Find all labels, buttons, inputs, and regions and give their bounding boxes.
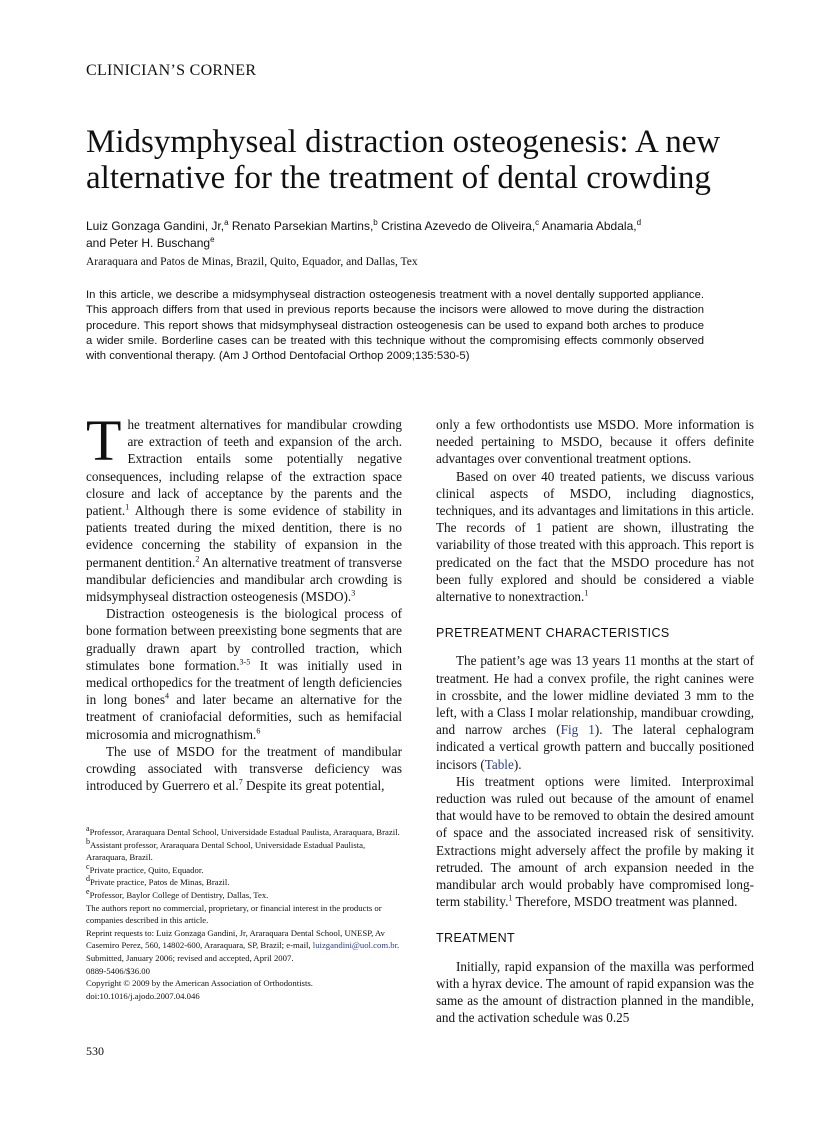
reference-mark: 3 — [351, 588, 356, 598]
author-name: Cristina Azevedo de Oliveira, — [381, 219, 536, 233]
author-affil-mark: e — [210, 235, 215, 244]
footnotes — [86, 826, 402, 1002]
reference-mark: 2 — [195, 554, 200, 564]
section-heading-pretreatment: PRETREATMENT CHARACTERISTICS — [436, 626, 670, 641]
text-run: ). — [513, 756, 522, 772]
footnote — [86, 876, 402, 889]
body-paragraph — [436, 652, 754, 772]
author-name: and Peter H. Buschang — [86, 236, 211, 250]
footnote-mark: a — [86, 824, 90, 834]
text-run: His treatment options were limited. Interproximal reduction was ruled out because of the amount of enamel that would have to be removed to obtain the desired amount of space and the associated increased risk of sensitivity. Extractions might adversely affect the profile by making it retruded. The amount of arch expansion needed in the mandibular arch would probably have compromised long-term stability. — [436, 773, 754, 910]
right-column — [436, 416, 754, 1027]
reprint-request — [86, 927, 402, 952]
footnote-text: Professor, Baylor College of Dentistry, Dallas, Tex. — [89, 889, 269, 900]
footnote-text: Private practice, Patos de Minas, Brazil. — [90, 877, 230, 888]
body-paragraph — [86, 605, 402, 743]
footnote-text: Reprint requests to: Luiz Gonzaga Gandini, Jr, Araraquara Dental School, UNESP, Av Casemiro Perez, 560, 14802-600, Araraquara, SP, Brazil; e-mail, — [86, 927, 385, 951]
drop-cap: T — [86, 408, 122, 473]
left-column — [86, 408, 402, 794]
text-run: It was initially used in medical orthopedics for the treatment of length deficiencies in long bones — [86, 657, 402, 708]
page-number: 530 — [86, 1044, 104, 1058]
footnote — [86, 826, 402, 839]
reference-mark: 1 — [508, 893, 513, 903]
section-heading-treatment: TREATMENT — [436, 931, 516, 946]
body-paragraph — [436, 773, 754, 911]
footnote-text: Professor, Araraquara Dental School, Universidade Estadual Paulista, Araraquara, Brazil. — [89, 827, 400, 837]
footnote-text: Private practice, Quito, Equador. — [89, 864, 204, 875]
affiliation-line: Araraquara and Patos de Minas, Brazil, Quito, Equador, and Dallas, Tex — [86, 256, 418, 268]
reference-mark: 1 — [125, 502, 130, 512]
footnote-mark: d — [86, 874, 90, 884]
article-title: Midsymphyseal distraction osteogenesis: A new alternative for the treatment of dental crowding — [86, 124, 721, 196]
reference-mark: 1 — [584, 588, 589, 598]
footnote — [86, 861, 402, 877]
author-affil-mark: c — [535, 218, 540, 227]
reference-mark: 3-5 — [239, 657, 251, 667]
doi: doi:10.1016/j.ajodo.2007.04.046 — [86, 990, 200, 1001]
intro-paragraph — [86, 408, 402, 605]
text-run: ). The lateral cephalogram indicated a vertical growth pattern and buccally positioned incisors ( — [436, 722, 755, 772]
body-paragraph — [86, 743, 402, 795]
author-name: Renato Parsekian Martins, — [231, 219, 374, 233]
text-run: An alternative treatment of transverse mandibular deficiencies and mandibular arch crowding is midsymphyseal distraction osteogenesis (MSDO). — [86, 554, 402, 605]
issn: 0889-5406/$36.00 — [86, 965, 150, 976]
footnote-text: Assistant professor, Araraquara Dental School, Universidade Estadual Paulista, Araraquara, Brazil. — [86, 839, 366, 863]
text-run: he treatment alternatives for mandibular crowding are extraction of teeth and expansion of the arch. Extraction entails some potentially negative consequences, including relapse of the extraction space closure and lack of acceptance by the parents and the patient. — [86, 417, 402, 519]
author-affil-mark: d — [636, 218, 642, 227]
conflict-statement: The authors report no commercial, proprietary, or financial interest in the products or companies described in this article. — [86, 902, 382, 926]
footnote-text: . — [397, 940, 400, 951]
text-run: Therefore, MSDO treatment was planned. — [512, 894, 738, 910]
author-name: Anamaria Abdala, — [541, 219, 637, 233]
submission-dates: Submitted, January 2006; revised and accepted, April 2007. — [86, 952, 294, 963]
reference-mark: 6 — [256, 726, 261, 736]
author-affil-mark: a — [224, 218, 229, 227]
text-run: The patient’s age was 13 years 11 months at the start of treatment. He had a convex profile, the right canines were in crossbite, and the lower midline deviated 3 mm to the left, with a Class I molar relationship, mandibuar crowding, and narrow arches ( — [436, 653, 754, 738]
abstract: In this article, we describe a midsymphyseal distraction osteogenesis treatment with a novel dentally supported appliance. This approach differs from that used in previous reports because the incisors were allowed to move during the distraction procedure. This report shows that midsymphyseal distraction osteogenesis can be used to expand both arches to produce a wider smile. Borderline cases can be treated with this technique without the compromising effects commonly observed with conventional therapy. (Am J Orthod Dentofacial Orthop 2009;135:530-5) — [86, 289, 704, 363]
copyright: Copyright © 2009 by the American Association of Orthodontists. — [86, 978, 313, 989]
text-run: Based on over 40 treated patients, we discuss various clinical aspects of MSDO, including diagnostics, techniques, and its advantages and limitations in this article. The records of 1 patient are shown, illustrating the variability of those treated with this approach. This report is predicated on the fact that the MSDO procedure has not been fully explored and should be considered a viable alternative to nonextraction. — [436, 468, 754, 605]
footnote — [86, 889, 402, 902]
footnote — [86, 836, 402, 864]
email-link[interactable]: luizgandini@uol.com.br — [312, 940, 398, 951]
body-paragraph: only a few orthodontists use MSDO. More information is needed pertaining to MSDO, because it offers definite advantages over conventional treatment options. — [436, 417, 754, 467]
text-run: The use of MSDO for the treatment of mandibular crowding associated with transverse deficiency was introduced by Guerrero et al. — [86, 743, 402, 794]
text-run: and later became an alternative for the treatment of craniofacial deformities, such as hemifacial microsomia and micrognathism. — [86, 692, 402, 742]
table-link[interactable]: Table — [484, 756, 514, 772]
footnote-mark: b — [86, 836, 90, 846]
author-affil-mark: b — [373, 218, 378, 227]
figure-link[interactable]: Fig 1 — [560, 722, 595, 738]
section-label: CLINICIAN’S CORNER — [86, 62, 257, 79]
body-paragraph — [436, 468, 754, 606]
author-list — [86, 218, 746, 252]
footnote-mark: e — [86, 887, 90, 897]
author-name: Luiz Gonzaga Gandini, Jr, — [86, 219, 225, 233]
text-run: Distraction osteogenesis is the biological process of bone formation between preexisting bone segments that are gradually drawn apart by controlled traction, which stimulates bone formation. — [86, 606, 402, 673]
footnote-mark: c — [86, 861, 90, 871]
reference-mark: 7 — [238, 777, 243, 787]
text-run: Despite its great potential, — [242, 778, 385, 794]
body-paragraph: Initially, rapid expansion of the maxilla was performed with a hyrax device. The amount of rapid expansion was the same as the amount of distraction planned in the mandible, and the activation schedule was 0.25 — [436, 958, 754, 1026]
text-run: Although there is some evidence of stability in patients treated during the mixed dentition, there is no evidence concerning the stability of expansion in the permanent dentition. — [86, 503, 402, 570]
reference-mark: 4 — [164, 691, 169, 701]
